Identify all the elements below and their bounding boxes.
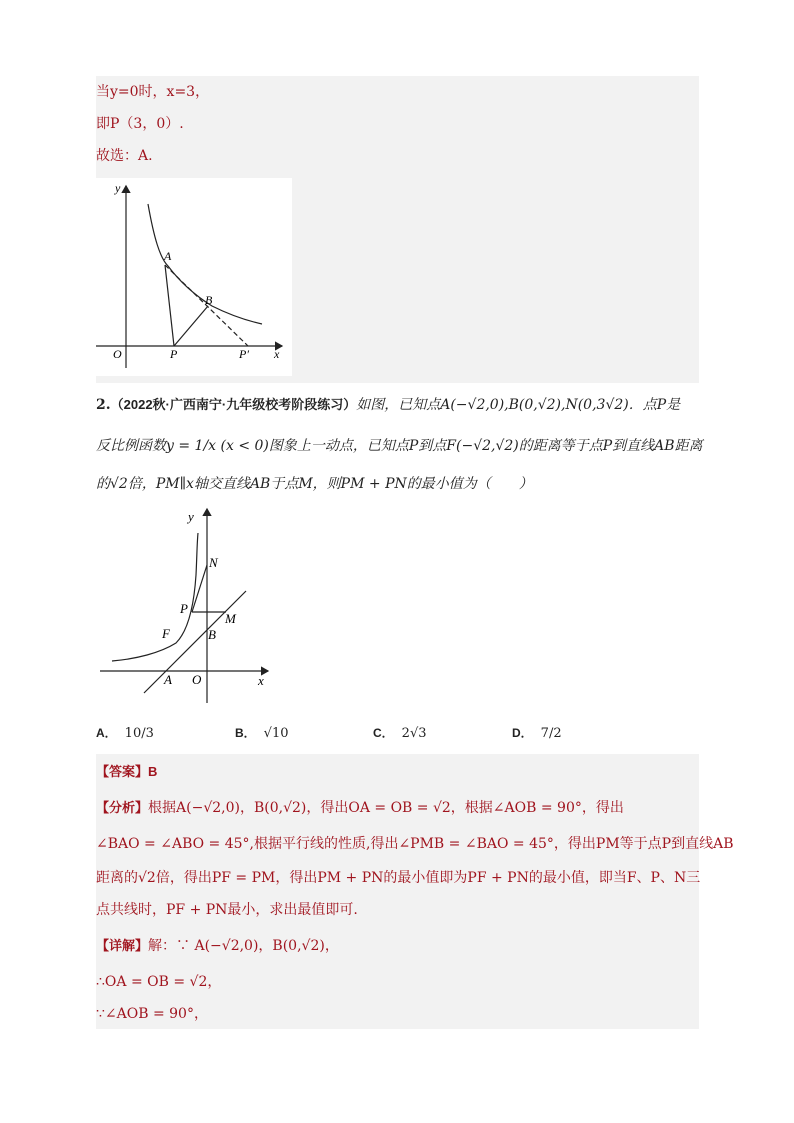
label-p: P (170, 347, 178, 361)
analysis-tag: 【分析】 (96, 800, 149, 815)
choice-d-label: D． (512, 726, 533, 740)
analysis-line-1 (96, 798, 624, 818)
analysis-line-2: ∠BAO = ∠ABO = 45°,根据平行线的性质,得出∠PMB = ∠BAO = 45°，得出PM等于点P到直线AB (96, 836, 734, 852)
question-2-line-1 (96, 395, 680, 415)
label-p-2: P (180, 601, 188, 616)
question-2-line-3: 的√2倍，PM∥x轴交直线AB于点M，则PM + PN的最小值为（ ） (96, 476, 533, 492)
choice-a-value: 10/3 (124, 726, 154, 741)
choice-a-label: A． (96, 726, 117, 740)
detail-tag: 【详解】 (96, 938, 149, 953)
label-a: A (164, 249, 172, 263)
figure-2 (96, 505, 276, 705)
choice-b (235, 724, 289, 741)
label-a-2: A (164, 672, 172, 687)
choice-c-value: 2√3 (401, 726, 427, 741)
label-b: B (205, 293, 213, 307)
analysis-line-4: 点共线时，PF + PN最小，求出最值即可. (96, 902, 358, 918)
label-b-2: B (208, 627, 216, 642)
label-n-2: N (209, 555, 218, 570)
choice-d (512, 724, 562, 741)
figure-2-svg (96, 505, 276, 705)
label-o: O (113, 347, 122, 361)
choice-b-label: B． (235, 726, 256, 740)
solution-line-1: 当y=0时，x=3， (96, 84, 210, 100)
label-y: y (115, 181, 121, 195)
hyperbola-curve-2 (112, 533, 198, 661)
label-m-2: M (225, 611, 236, 626)
label-x: x (274, 347, 280, 361)
choice-b-value: √10 (263, 726, 289, 741)
analysis-line-3: 距离的√2倍，得出PF = PM，得出PM + PN的最小值即为PF + PN的最小值，即当F、P、N三 (96, 870, 701, 886)
detail-line-3: ∵∠AOB = 90°， (96, 1006, 208, 1022)
choice-d-value: 7/2 (540, 726, 562, 741)
choice-a (96, 724, 154, 741)
figure-1-svg (96, 178, 292, 376)
answer-tag: 【答案】 (96, 764, 149, 779)
analysis-text-1: 根据A(−√2,0)，B(0,√2)，得出OA = OB = √2，根据∠AOB = 90°，得出 (148, 800, 624, 816)
answer-value: B (148, 764, 158, 779)
choice-c-label: C． (373, 726, 394, 740)
label-x-2: x (258, 673, 264, 688)
solution-line-2: 即P（3，0）. (96, 116, 184, 132)
question-2-line-1-rest: 如图，已知点A(−√2,0),B(0,√2),N(0,3√2)．点P是 (356, 397, 681, 413)
question-2-source: （2022秋·广西南宁·九年级校考阶段练习） (110, 397, 357, 412)
segment-ap (165, 265, 174, 346)
question-2-number: 2. (96, 397, 111, 413)
label-y-2: y (188, 509, 194, 524)
detail-text-1: 解：∵ A(−√2,0)，B(0,√2)， (148, 938, 339, 954)
figure-1 (96, 178, 292, 376)
detail-line-1 (96, 936, 339, 956)
answer-line (96, 762, 157, 782)
choice-c (373, 724, 427, 741)
detail-line-2: ∴OA = OB = √2， (96, 974, 222, 990)
label-o-2: O (192, 672, 202, 687)
question-2-line-2: 反比例函数y = 1/x (x < 0)图象上一动点，已知点P到点F(−√2,√2)的距离等于点P到直线AB距离 (96, 438, 703, 454)
label-p-prime: P′ (239, 347, 249, 361)
label-f-2: F (162, 626, 170, 641)
solution-line-3: 故选：A. (96, 148, 153, 164)
segment-pb (174, 306, 208, 346)
